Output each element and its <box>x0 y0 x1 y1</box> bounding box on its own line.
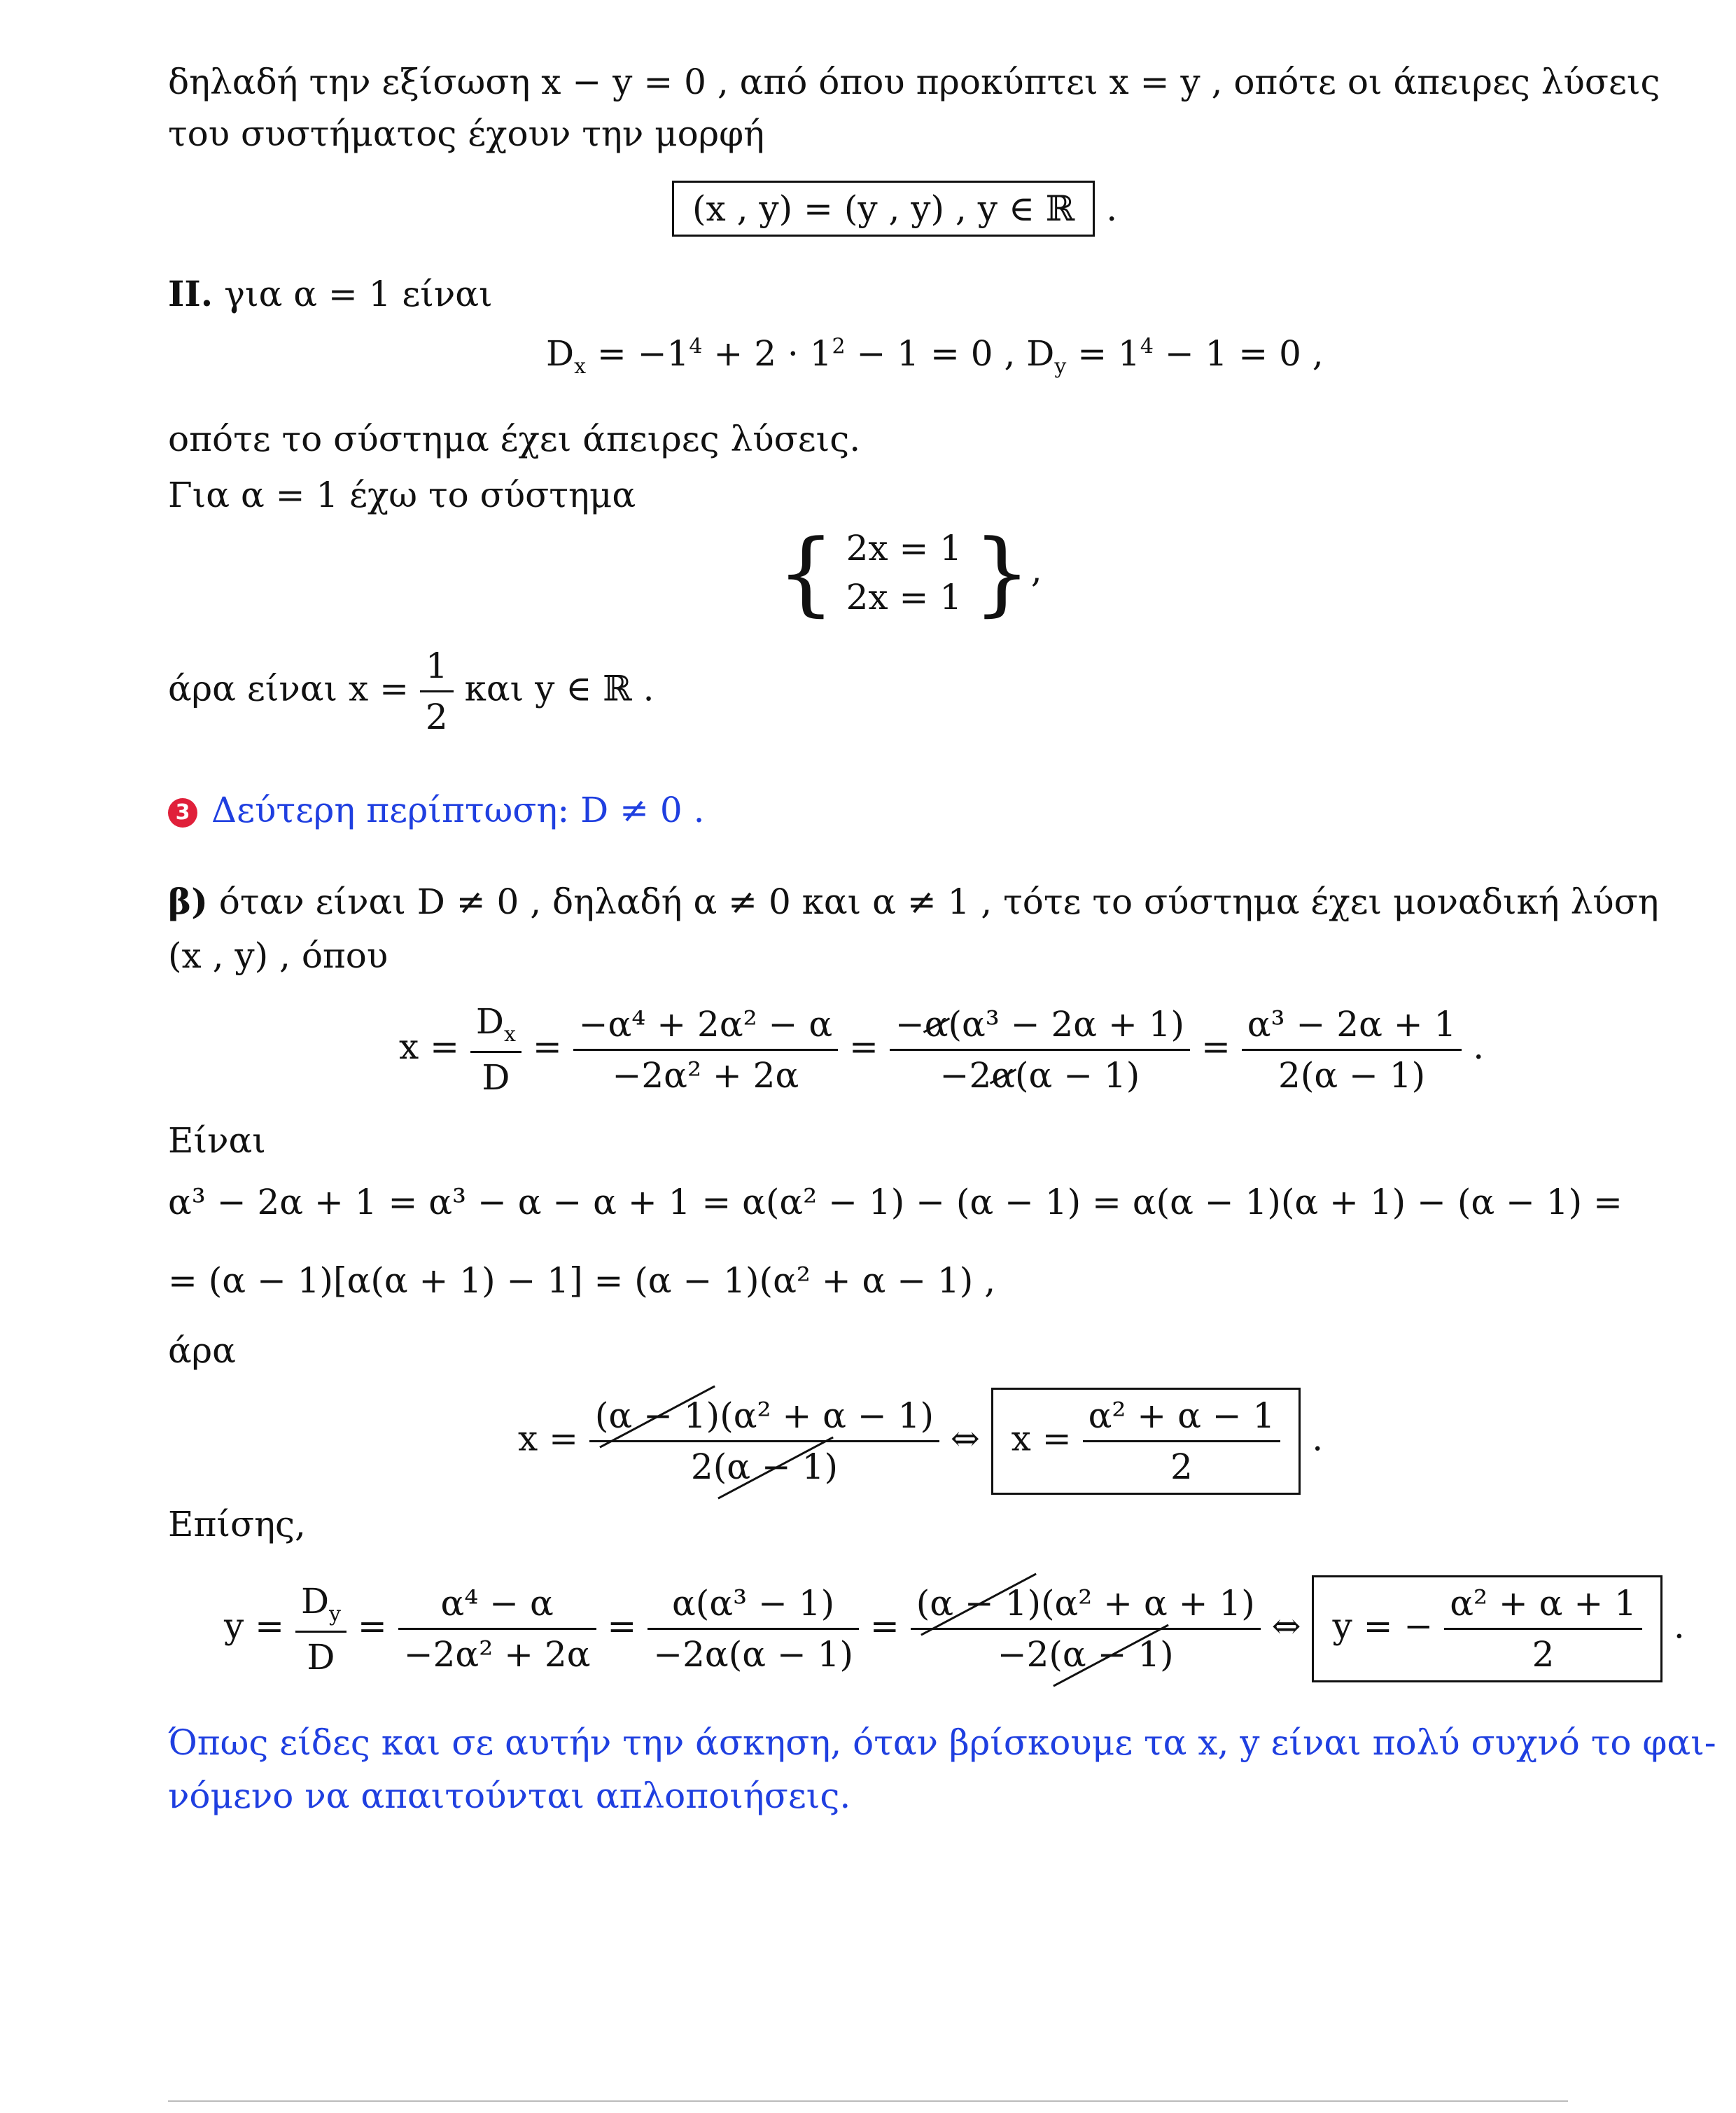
boxed-formula: (x , y) = (y , y) , y ∈ ℝ <box>672 181 1095 237</box>
numerator <box>470 1001 522 1053</box>
boxed-result <box>1312 1575 1662 1682</box>
numerator: α³ − 2α + 1 <box>1242 1004 1462 1051</box>
eq-part: + 2 · 1 <box>702 333 832 374</box>
fraction <box>589 1395 939 1487</box>
footer-divider <box>168 2100 1568 2102</box>
text: 2 <box>690 1446 713 1487</box>
expansion-line: α³ − 2α + 1 = α³ − α − α + 1 = α(α² − 1) − (α − 1) = α(α − 1)(α + 1) − (α − 1) = <box>168 1182 1623 1222</box>
denominator <box>890 1051 1190 1096</box>
linear-system <box>777 519 1042 626</box>
expansion-line: = (α − 1)[α(α + 1) − 1] = (α − 1)(α² + α − 1) , <box>168 1260 996 1301</box>
note-line: νόμενο να απαιτούνται απλοποιήσεις. <box>168 1776 851 1816</box>
equals: = <box>849 1026 878 1067</box>
exponent: 2 <box>832 334 846 359</box>
numerator: α² + α − 1 <box>1083 1395 1281 1442</box>
eq-part: = 1 <box>1066 333 1140 374</box>
text: (α³ − 2α + 1) <box>948 1003 1185 1045</box>
denominator: D <box>482 1057 510 1098</box>
fraction <box>573 1004 838 1096</box>
punctuation: . <box>1673 1605 1685 1647</box>
fraction <box>1242 1004 1462 1096</box>
denominator <box>911 1630 1261 1675</box>
det-subscript: x <box>504 1022 516 1047</box>
iff-symbol: ⇔ <box>1271 1605 1301 1647</box>
boxed-solution <box>672 181 1117 237</box>
system-rows <box>846 524 962 622</box>
case-label: ΙΙ. <box>168 273 214 314</box>
determinant-equation <box>546 333 1324 379</box>
numerator <box>890 1004 1190 1051</box>
x-final-equation <box>518 1388 1323 1495</box>
note-line: Όπως είδες και σε αυτήν την άσκηση, όταν βρίσκουμε τα x, y είναι πολύ συχνό το φαι- <box>168 1722 1716 1763</box>
lhs: y = <box>224 1605 285 1647</box>
beta-line <box>168 881 1659 922</box>
cancelled-term: (α − 1) <box>713 1446 838 1487</box>
equals: = <box>357 1605 387 1647</box>
cancelled-term: (α − 1) <box>594 1395 720 1436</box>
item-label: β) <box>168 881 208 922</box>
text: −2 <box>939 1054 992 1096</box>
case-text: για α = 1 είναι <box>224 274 493 314</box>
text: (α² + α − 1) <box>720 1395 934 1436</box>
equals: = <box>1200 1026 1231 1067</box>
text-line: (x , y) , όπου <box>168 935 388 976</box>
punctuation: . <box>1473 1026 1485 1067</box>
text-line: Είναι <box>168 1120 266 1161</box>
denominator: 2 <box>1170 1446 1193 1487</box>
iff-symbol: ⇔ <box>950 1418 980 1459</box>
equals: = <box>607 1605 637 1647</box>
text: όταν είναι D ≠ 0 , δηλαδή α ≠ 0 και α ≠ 1 , τότε το σύστημα έχει μοναδική λύση <box>218 881 1659 922</box>
det-symbol: D <box>300 1580 330 1622</box>
lhs: x = <box>1011 1418 1072 1459</box>
fraction <box>295 1581 346 1678</box>
lhs: x = <box>518 1418 578 1459</box>
det-subscript: x <box>574 354 587 379</box>
cancelled-term: α <box>924 1003 948 1045</box>
numerator: α(α³ − 1) <box>648 1583 859 1630</box>
numerator: 1 <box>420 646 454 692</box>
text-line: του συστήματος έχουν την μορφή <box>168 113 765 154</box>
denominator <box>589 1442 939 1487</box>
eq-part: − 1 = 0 , <box>1153 333 1324 374</box>
text: (α² + α + 1) <box>1040 1583 1255 1624</box>
denominator: −2α² + 2α <box>612 1054 799 1096</box>
eq-part: − 1 = 0 , D <box>845 333 1055 374</box>
equals: = <box>532 1026 562 1067</box>
fraction <box>911 1583 1261 1675</box>
boxed-result <box>991 1388 1301 1495</box>
equals: = <box>869 1605 899 1647</box>
text-line: Επίσης, <box>168 1504 306 1544</box>
fraction <box>398 1583 596 1675</box>
text-line: άρα <box>168 1330 236 1371</box>
numerator: α² + α + 1 <box>1444 1583 1642 1630</box>
case-title: Δεύτερη περίπτωση: D ≠ 0 . <box>211 790 705 830</box>
cancelled-term: (α − 1) <box>916 1583 1041 1624</box>
numerator <box>295 1581 346 1633</box>
fraction <box>470 1001 522 1098</box>
eq-part: = −1 <box>596 333 690 374</box>
numerator: α⁴ − α <box>398 1583 596 1630</box>
case-3-heading <box>168 790 704 830</box>
numerator <box>911 1583 1261 1630</box>
number-badge: 3 <box>168 798 197 828</box>
x-equation <box>399 1001 1484 1098</box>
punctuation: . <box>1312 1418 1324 1459</box>
case-ii-heading <box>168 273 493 314</box>
denominator: 2(α − 1) <box>1278 1054 1426 1096</box>
denominator: −2α(α − 1) <box>653 1634 853 1675</box>
fraction <box>648 1583 859 1675</box>
solution-line <box>168 646 654 737</box>
y-equation <box>224 1575 1685 1682</box>
text-line: οπότε το σύστημα έχει άπειρες λύσεις. <box>168 419 861 459</box>
fraction <box>420 646 454 737</box>
text-line: Για α = 1 έχω το σύστημα <box>168 475 636 515</box>
right-brace: } <box>973 519 1031 626</box>
text: −2 <box>997 1634 1049 1675</box>
exponent: 4 <box>689 334 703 359</box>
text-line: δηλαδή την εξίσωση x − y = 0 , από όπου προκύπτει x = y , οπότε οι άπειρες λύσεις <box>168 62 1660 102</box>
lhs: x = <box>399 1026 459 1067</box>
system-row: 2x = 1 <box>846 577 962 618</box>
det-symbol: D <box>475 1001 504 1042</box>
fraction <box>1444 1583 1642 1675</box>
text: (α − 1) <box>1015 1054 1140 1096</box>
det-subscript: y <box>329 1601 341 1626</box>
lhs: y = − <box>1332 1605 1434 1647</box>
denominator: D <box>307 1636 335 1678</box>
left-brace: { <box>777 519 835 626</box>
text: − <box>895 1003 925 1045</box>
cancelled-term: α <box>991 1054 1016 1096</box>
system-row: 2x = 1 <box>846 528 962 569</box>
exponent: 4 <box>1140 334 1154 359</box>
text: άρα είναι x = <box>168 668 409 709</box>
det-symbol: D <box>546 333 575 374</box>
denominator: 2 <box>425 697 448 737</box>
numerator: −α⁴ + 2α² − α <box>573 1004 838 1051</box>
denominator: −2α² + 2α <box>403 1634 591 1675</box>
punctuation: , <box>1030 550 1042 590</box>
cancelled-term: (α − 1) <box>1049 1634 1174 1675</box>
fraction <box>1083 1395 1281 1487</box>
fraction <box>890 1004 1190 1096</box>
numerator <box>589 1395 939 1442</box>
text: και y ∈ ℝ . <box>464 668 654 709</box>
denominator: 2 <box>1532 1634 1555 1675</box>
punctuation: . <box>1106 188 1118 229</box>
det-subscript: y <box>1054 354 1067 379</box>
